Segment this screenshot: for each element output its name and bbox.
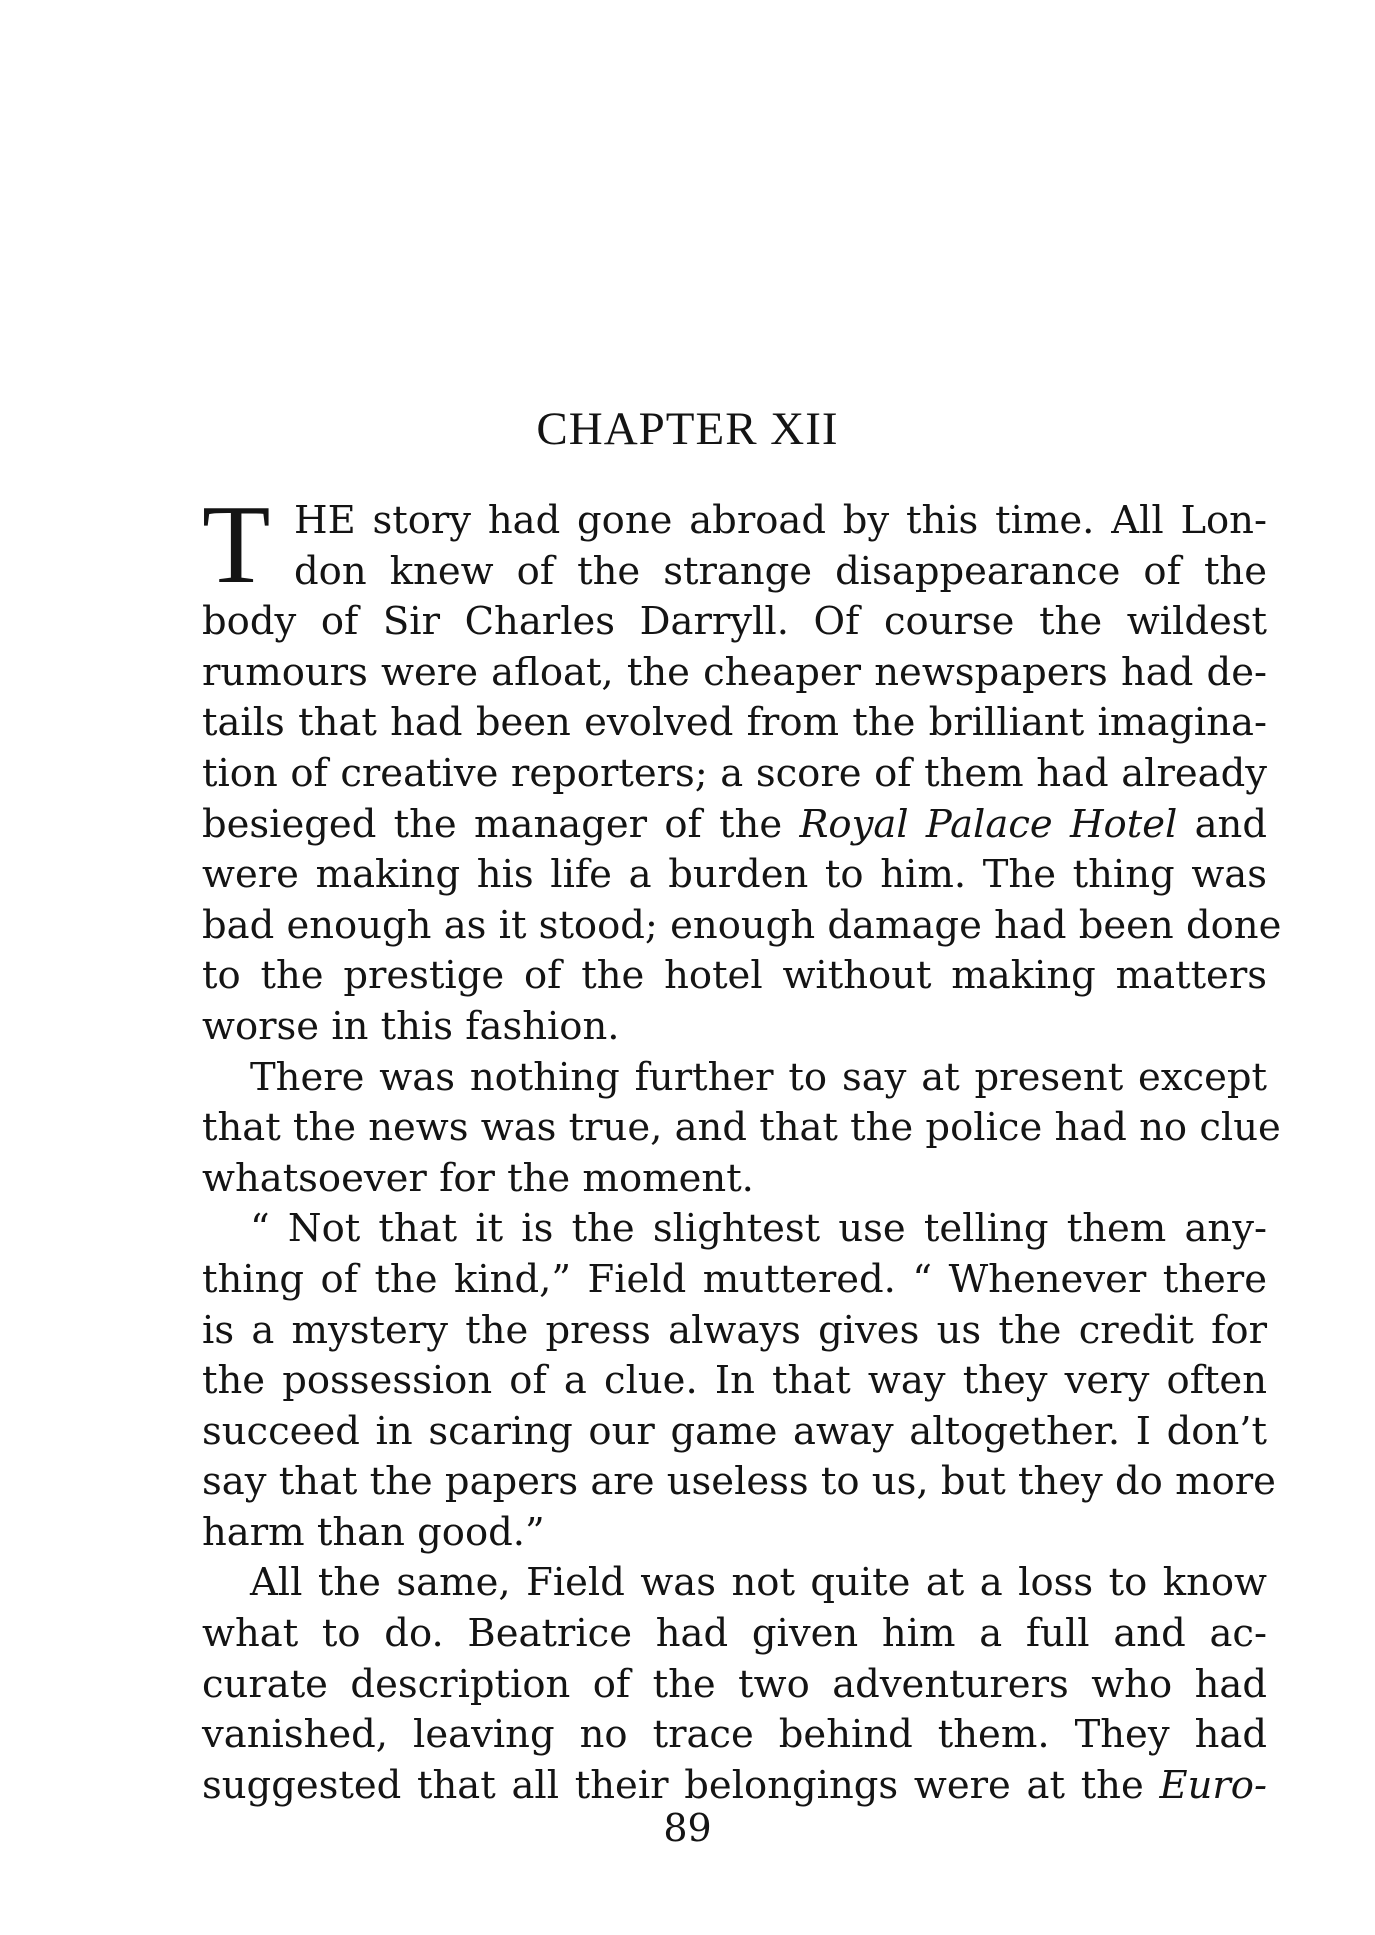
text-line: vanished, leaving no trace behind them. They had [202,1712,1267,1758]
text-line: rumours were afloat, the cheaper newspapers had de- [202,649,1267,695]
text-line: bad enough as it stood; enough damage had been done [202,902,1282,948]
chapter-title: CHAPTER XII [536,403,839,455]
text-line: There was nothing further to say at present except [250,1054,1267,1100]
text-line: tails that had been evolved from the brilliant imagina- [202,700,1267,746]
text-line [202,800,1267,851]
text-segment: and [1177,801,1267,847]
drop-cap: T [202,483,271,607]
body-text [202,483,1282,1811]
text-line: were making his life a burden to him. The thing was [202,852,1267,898]
text-line: All the same, Field was not quite at a loss to know [250,1560,1267,1606]
italic-word: Euro- [1159,1762,1267,1808]
text-line: say that the papers are useless to us, but they do more [202,1459,1276,1505]
italic-hotel-name: Royal Palace Hotel [799,801,1178,847]
text-line: succeed in scaring our game away altogether. I don’t [202,1408,1267,1454]
paragraph-3 [202,1204,1276,1558]
paragraph-2 [202,1053,1281,1205]
text-line: “ Not that it is the slightest use telling them any- [250,1206,1267,1252]
text-line: the possession of a clue. In that way they very often [202,1358,1267,1404]
text-line: tion of creative reporters; a score of them had already [202,750,1267,796]
text-line: worse in this fashion. [202,1003,620,1049]
text-line: to the prestige of the hotel without making matters [202,953,1267,999]
paragraph-1 [202,483,1282,1053]
text-line: harm than good.” [202,1509,545,1555]
text-line: don knew of the strange disappearance of the [294,548,1267,594]
text-line: HE story had gone abroad by this time. All Lon- [294,498,1267,543]
text-line [202,1761,1267,1812]
text-line: whatsoever for the moment. [202,1155,754,1201]
text-line: thing of the kind,” Field muttered. “ Whenever there [202,1256,1267,1302]
text-line: body of Sir Charles Darryll. Of course the wildest [202,599,1267,645]
text-line: what to do. Beatrice had given him a full and ac- [202,1611,1267,1657]
text-segment: besieged the manager of the [202,801,800,847]
text-line: curate description of the two adventurers who had [202,1661,1267,1707]
paragraph-4 [202,1558,1267,1811]
text-segment: suggested that all their belongings were at the [202,1762,1160,1808]
page-number: 89 [663,1806,712,1850]
text-line: is a mystery the press always gives us the credit for [202,1307,1267,1353]
text-line: that the news was true, and that the police had no clue [202,1105,1281,1151]
